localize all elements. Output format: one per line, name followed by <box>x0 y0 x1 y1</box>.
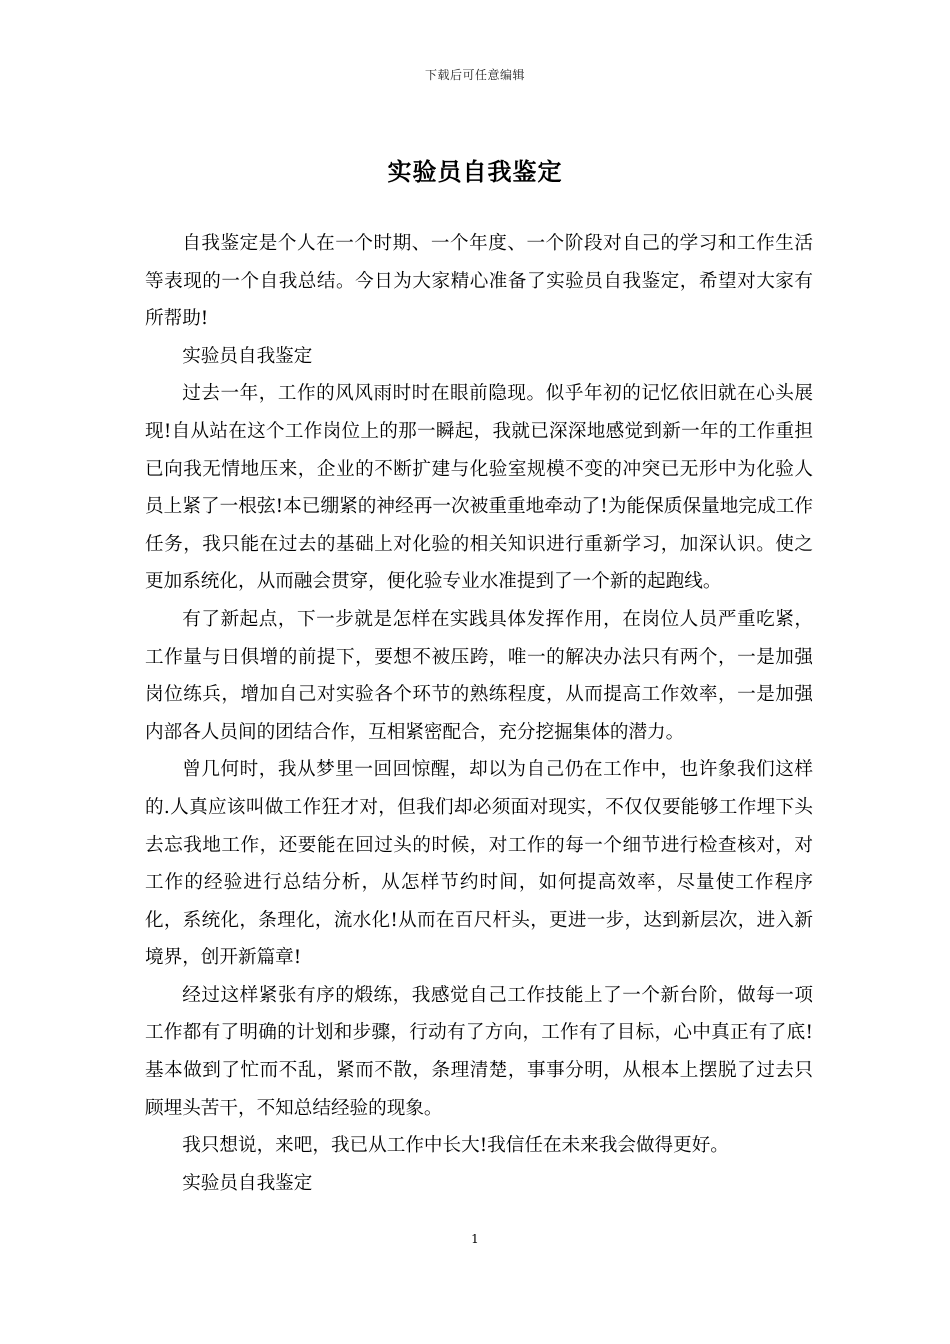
document-body <box>145 225 813 1202</box>
section-heading: 实验员自我鉴定 <box>182 1172 313 1194</box>
paragraph: 自我鉴定是个人在一个时期、一个年度、一个阶段对自己的学习和工作生活等表现的一个自我总结。今日为大家精心准备了实验员自我鉴定，希望对大家有所帮助! <box>145 233 813 330</box>
section-heading: 实验员自我鉴定 <box>182 345 313 367</box>
paragraph: 我只想说，来吧，我已从工作中长大!我信任在未来我会做得更好。 <box>182 1135 729 1157</box>
page-number: 1 <box>471 1232 479 1246</box>
header-note: 下载后可任意编辑 <box>424 68 525 82</box>
document-title: 实验员自我鉴定 <box>387 157 563 186</box>
paragraph: 经过这样紧张有序的煅练，我感觉自己工作技能上了一个新台阶，做每一项工作都有了明确的计划和步骤，行动有了方向，工作有了目标，心中真正有了底!基本做到了忙而不乱，紧而不散，条理清楚，事事分明，从根本上摆脱了过去只顾埋头苦干，不知总结经验的现象。 <box>145 984 813 1119</box>
paragraph: 有了新起点，下一步就是怎样在实践具体发挥作用，在岗位人员严重吃紧，工作量与日俱增的前提下，要想不被压跨，唯一的解决办法只有两个，一是加强岗位练兵，增加自己对实验各个环节的熟练程度，从而提高工作效率，一是加强内部各人员间的团结合作，互相紧密配合，充分挖掘集体的潜力。 <box>145 608 813 743</box>
paragraph: 曾几何时，我从梦里一回回惊醒，却以为自己仍在工作中，也许象我们这样的.人真应该叫做工作狂才对，但我们却必须面对现实，不仅仅要能够工作埋下头去忘我地工作，还要能在回过头的时候，对工作的每一个细节进行检查核对，对工作的经验进行总结分析，从怎样节约时间，如何提高效率，尽量使工作程序化，系统化，条理化，流水化!从而在百尺杆头，更进一步，达到新层次，进入新境界，创开新篇章! <box>145 759 813 969</box>
paragraph: 过去一年，工作的风风雨时时在眼前隐现。似乎年初的记忆依旧就在心头展现!自从站在这个工作岗位上的那一瞬起，我就已深深地感觉到新一年的工作重担已向我无情地压来，企业的不断扩建与化验室规模不变的冲突已无形中为化验人员上紧了一根弦!本已绷紧的神经再一次被重重地牵动了!为能保质保量地完成工作任务，我只能在过去的基础上对化验的相关知识进行重新学习，加深认识。使之更加系统化，从而融会贯穿，便化验专业水准提到了一个新的起跑线。 <box>145 383 813 593</box>
